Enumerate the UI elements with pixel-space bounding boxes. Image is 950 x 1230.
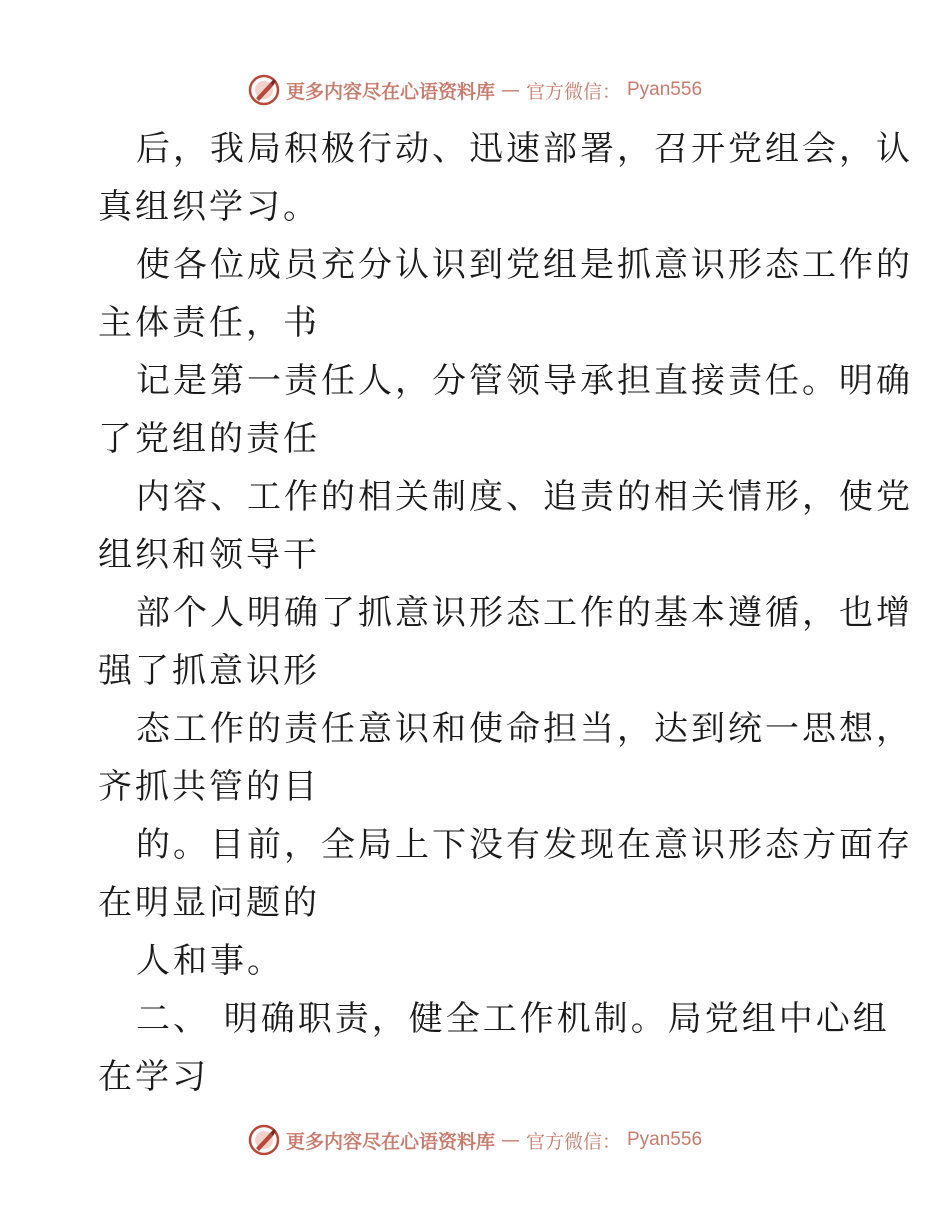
- body-text: [98, 120, 913, 1106]
- text-line: 组织和领导干: [98, 535, 320, 575]
- header-brand-text: 更多内容尽在心语资料库: [285, 80, 495, 103]
- footer-account-id: Pyan556: [627, 1129, 703, 1150]
- header-watermark: [0, 70, 950, 110]
- logo-icon: [248, 74, 280, 106]
- text-line: 在明显问题的: [98, 883, 320, 923]
- logo-icon: [248, 1124, 280, 1156]
- text-line: 真组织学习。: [98, 187, 320, 227]
- text-line: 使各位成员充分认识到党组是抓意识形态工作的: [136, 245, 913, 285]
- text-line: 在学习: [98, 1057, 209, 1097]
- text-line: 内容、工作的相关制度、追责的相关情形，使党: [136, 477, 913, 517]
- text-line: 二、 明确职责，健全工作机制。局党组中心组: [136, 999, 890, 1039]
- footer-separator: —: [500, 1129, 520, 1151]
- text-line: 后，我局积极行动、迅速部署，召开党组会，认: [136, 129, 913, 169]
- header-account-id: Pyan556: [627, 79, 703, 100]
- text-line: 了党组的责任: [98, 419, 320, 459]
- text-line: 的。目前，全局上下没有发现在意识形态方面存: [136, 825, 913, 865]
- text-line: 部个人明确了抓意识形态工作的基本遵循，也增: [136, 593, 913, 633]
- text-line: 强了抓意识形: [98, 651, 320, 691]
- footer-official-label: 官方微信：: [525, 1130, 621, 1153]
- text-line: 态工作的责任意识和使命担当，达到统一思想，: [136, 709, 913, 749]
- text-line: 齐抓共管的目: [98, 767, 320, 807]
- text-line: 记是第一责任人，分管领导承担直接责任。明确: [136, 361, 913, 401]
- text-line: 主体责任，书: [98, 303, 320, 343]
- text-line: 人和事。: [136, 941, 284, 981]
- footer-brand-text: 更多内容尽在心语资料库: [285, 1130, 495, 1153]
- header-separator: —: [500, 79, 520, 101]
- header-official-label: 官方微信：: [525, 80, 621, 103]
- footer-watermark: [0, 1120, 950, 1160]
